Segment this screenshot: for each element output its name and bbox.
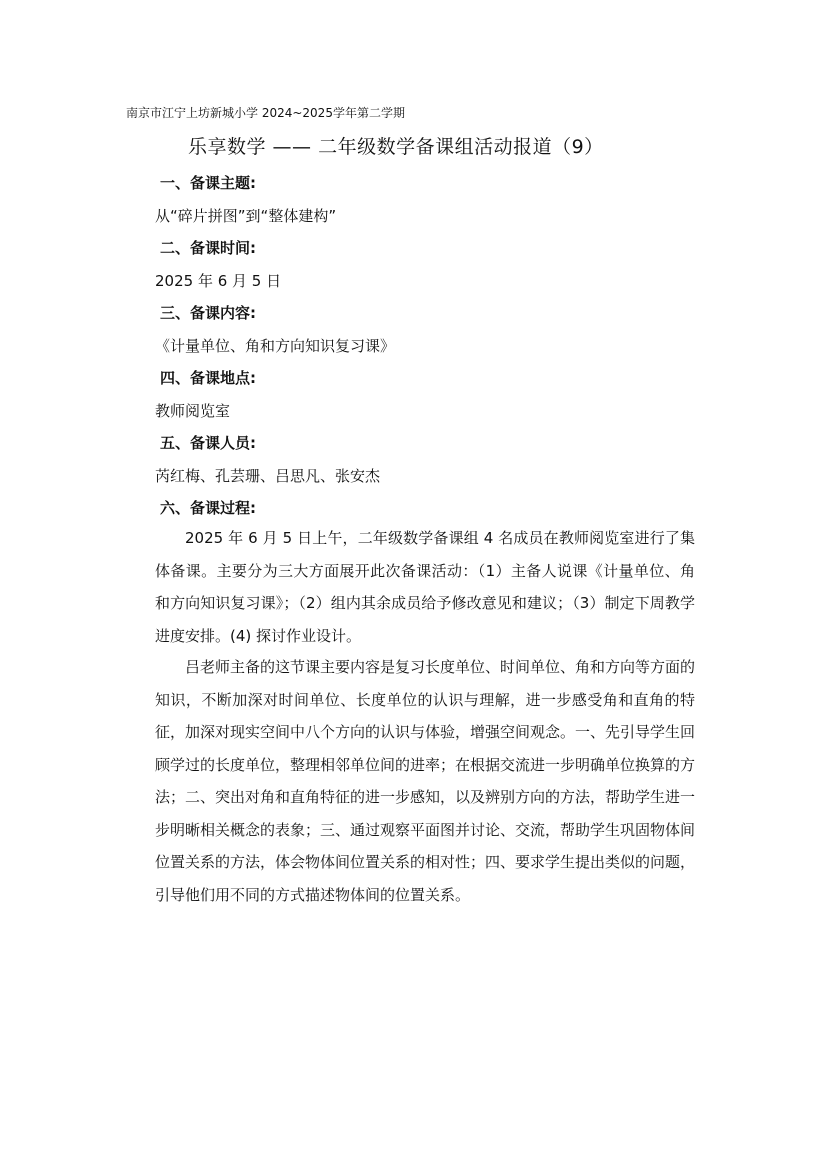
section-heading-location: 四、备课地点: — [160, 369, 256, 387]
section-value-theme: 从“碎片拼图”到“整体建构” — [155, 207, 337, 225]
section-value-location: 教师阅览室 — [155, 402, 231, 420]
section-heading-members: 五、备课人员: — [160, 434, 256, 452]
process-paragraph-2: 吕老师主备的这节课主要内容是复习长度单位、时间单位、角和方向等方面的知识，不断加深对时间单位、长度单位的认识与理解，进一步感受角和直角的特征，加深对现实空间中八个方向的认识与体验，增强空间观念。一、先引导学生回顾学过的长度单位，整理相邻单位间的进率；在根据交流进一步明确单位换算的方法；二、突出对角和直角特征的进一步感知，以及辨别方向的方法，帮助学生进一步明晰相关概念的表象；三、通过观察平面图并讨论、交流，帮助学生巩固物体间位置关系的方法，体会物体间位置关系的相对性；四、要求学生提出类似的问题，引导他们用不同的方式描述物体间的位置关系。 — [155, 658, 696, 904]
section-value-time: 2025 年 6 月 5 日 — [155, 272, 282, 290]
section-heading-process: 六、备课过程: — [160, 499, 256, 517]
section-value-content: 《计量单位、角和方向知识复习课》 — [155, 337, 396, 355]
school-header: 南京市江宁上坊新城小学 2024~2025学年第二学期 — [126, 106, 405, 120]
section-value-members: 芮红梅、孔芸珊、吕思凡、张安杰 — [155, 467, 381, 485]
section-heading-time: 二、备课时间: — [160, 239, 256, 257]
process-paragraph-1: 2025 年 6 月 5 日上午，二年级数学备课组 4 名成员在教师阅览室进行了集体备课。主要分为三大方面展开此次备课活动：（1）主备人说课《计量单位、角和方向知识复习课》；（2）组内其余成员给予修改意见和建议；（3）制定下周教学进度安排。(4) 探讨作业设计。 — [155, 529, 695, 645]
page-title: 乐享数学 —— 二年级数学备课组活动报道（9） — [188, 136, 604, 158]
section-heading-content: 三、备课内容: — [160, 304, 256, 322]
section-heading-theme: 一、备课主题: — [160, 174, 256, 192]
